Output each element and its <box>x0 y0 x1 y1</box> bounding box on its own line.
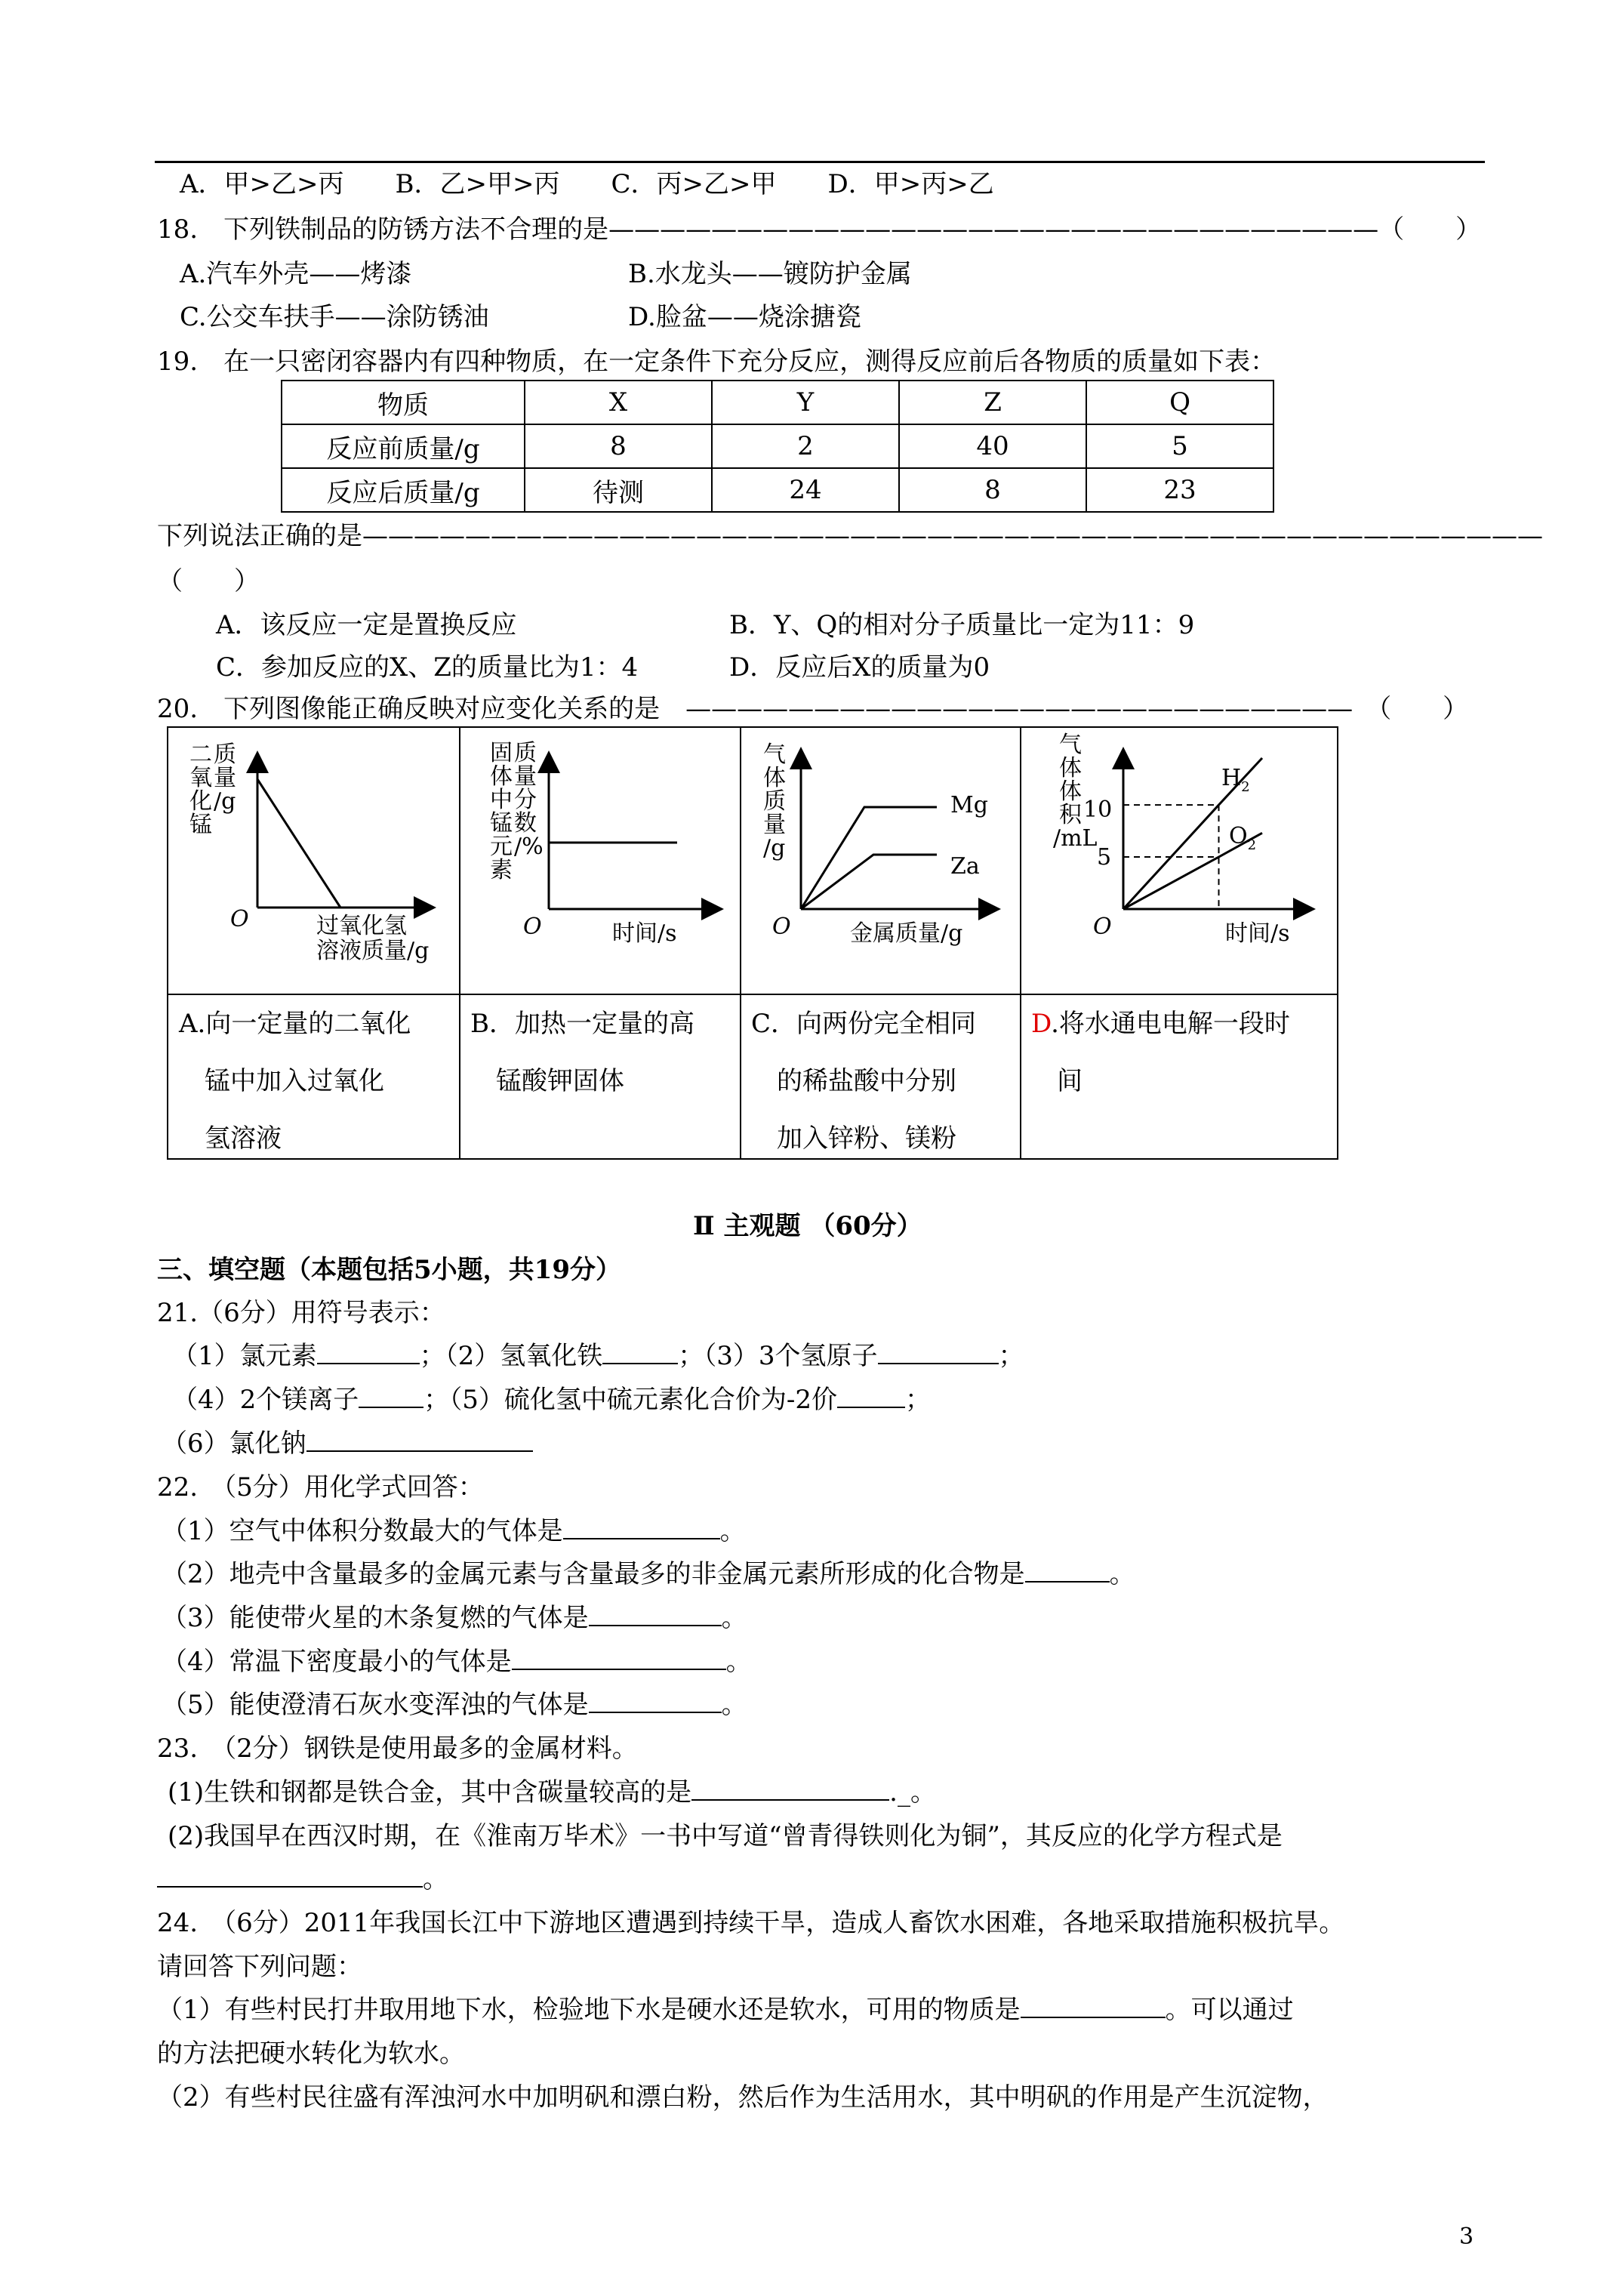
answer-blank[interactable] <box>563 1515 720 1539</box>
q24-line-5: （2）有些村民往盛有浑浊河水中加明矾和漂白粉，然后作为生活用水，其中明矾的作用是产生沉淀物， <box>157 2082 1329 2113</box>
table-cell: 待测 <box>525 468 712 512</box>
q21-stem: 21.（6分）用符号表示： <box>157 1298 445 1328</box>
q18-option-b: B.水龙头——镀防护金属 <box>628 259 912 289</box>
table-cell: 40 <box>899 424 1086 468</box>
series-line <box>801 855 937 909</box>
y-label-char: 锰 <box>189 812 212 838</box>
series-label-za: Za <box>950 853 980 880</box>
caption-line: 的稀盐酸中分别 <box>751 1066 956 1096</box>
answer-blank[interactable] <box>359 1384 423 1408</box>
y-label-char: 量 <box>763 812 786 838</box>
q18-stem: 18. 下列铁制品的防锈方法不合理的是——————————————————————————————（ ） <box>157 214 1482 245</box>
y-label-char: 分 <box>514 787 537 813</box>
q24-line-4: 的方法把硬水转化为软水。 <box>157 2039 465 2069</box>
caption-d <box>1031 995 1290 1110</box>
answer-blank[interactable] <box>602 1340 678 1364</box>
table-header-cell: Z <box>899 381 1086 424</box>
q21-item-3: ；（3）3个氢原子 <box>678 1341 878 1371</box>
series-label-mg: Mg <box>950 792 988 818</box>
q21-sep: ； <box>905 1385 932 1415</box>
q22-line-4 <box>162 1645 752 1678</box>
y-label-char: /g <box>763 835 786 861</box>
origin-label: O <box>1093 914 1112 940</box>
y-label-char: 体 <box>490 763 513 790</box>
q19-option-a: A．该反应一定是置换反应 <box>216 610 517 640</box>
series-label-o2: $O_2$ <box>1229 823 1257 853</box>
table-cell: 8 <box>899 468 1086 512</box>
caption-line <box>1031 995 1290 1052</box>
q21-item-6: （6）氯化钠 <box>162 1428 306 1459</box>
x-label: 时间/s <box>612 920 677 947</box>
table-cell: 8 <box>525 424 712 468</box>
answer-blank[interactable] <box>691 1777 889 1801</box>
caption-line: 锰酸钾固体 <box>470 1066 624 1096</box>
y-label-char: 量 <box>214 765 236 791</box>
table-row <box>282 424 1273 468</box>
table-header-cell: X <box>525 381 712 424</box>
table-header-cell: Q <box>1086 381 1273 424</box>
y-label-char: 体 <box>763 765 786 791</box>
y-label-char: 质 <box>514 740 537 766</box>
q19-mass-table <box>281 380 1274 513</box>
q22-line-1 <box>162 1515 746 1548</box>
table-row <box>282 381 1273 424</box>
option-letter-d: D <box>1031 1009 1052 1039</box>
q19-option-d: D．反应后X的质量为0 <box>729 652 990 683</box>
series-line <box>257 779 340 908</box>
caption-line: C．向两份完全相同 <box>751 1009 977 1039</box>
caption-a <box>179 995 411 1167</box>
table-cell: 24 <box>712 468 899 512</box>
caption-line: B．加热一定量的高 <box>470 1009 694 1039</box>
q22-line-3 <box>162 1601 747 1635</box>
table-cell: 反应后质量/g <box>282 468 525 512</box>
y-label-char: 二 <box>189 741 212 768</box>
q22-item: （4）常温下密度最小的气体是 <box>162 1647 512 1677</box>
q23-line-1 <box>168 1776 936 1809</box>
q19-lead: 下列说法正确的是—————————————————————————————————————————————— <box>157 521 1543 551</box>
graph-c <box>741 728 1020 994</box>
table-cell: 23 <box>1086 468 1273 512</box>
q23-line-3 <box>157 1863 448 1896</box>
period: 。 <box>725 1647 752 1677</box>
q23-line-2: (2)我国早在西汉时期，在《淮南万毕术》一书中写道“曾青得铁则化为铜”，其反应的化学方程式是 <box>168 1821 1283 1851</box>
q22-item: （5）能使澄清石灰水变浑浊的气体是 <box>162 1690 589 1720</box>
tick-label-10: 10 <box>1083 797 1113 823</box>
answer-blank[interactable] <box>878 1340 999 1364</box>
q18-option-a: A.汽车外壳——烤漆 <box>180 259 412 289</box>
answer-blank[interactable] <box>837 1384 905 1408</box>
q21-line-3 <box>162 1427 533 1460</box>
caption-line: 加入锌粉、镁粉 <box>751 1123 956 1154</box>
y-label-char: 体 <box>1059 755 1082 781</box>
q20-stem: 20. 下列图像能正确反映对应变化关系的是 —————————————————————————— （ ） <box>157 694 1469 724</box>
q20-graph-table <box>167 726 1338 1160</box>
section-2-heading: Ⅱ 主观题 （60分） <box>693 1211 922 1241</box>
y-label-char: 气 <box>1059 732 1082 758</box>
table-cell: 反应前质量/g <box>282 424 525 468</box>
origin-label: O <box>772 914 791 940</box>
q24-item-cont: 。可以通过 <box>1165 1995 1294 2025</box>
answer-blank[interactable] <box>317 1340 420 1364</box>
q21-item-5: ；（5）硫化氢中硫元素化合价为-2价 <box>423 1385 838 1415</box>
table-header-cell: Y <box>712 381 899 424</box>
q21-item-1: （1）氯元素 <box>172 1341 317 1371</box>
y-label-char: 量 <box>514 763 537 790</box>
origin-label: O <box>230 906 249 932</box>
caption-b <box>470 995 694 1110</box>
q19-stem: 19. 在一只密闭容器内有四种物质，在一定条件下充分反应，测得反应前后各物质的质量如下表： <box>157 347 1277 377</box>
top-rule <box>155 161 1485 163</box>
y-label-char: /mL <box>1053 825 1098 852</box>
q23-item: (1)生铁和钢都是铁合金，其中含碳量较高的是 <box>168 1777 692 1808</box>
origin-label: O <box>523 914 542 940</box>
y-label-char: /g <box>214 788 236 815</box>
q22-item: （2）地壳中含量最多的金属元素与含量最多的非金属元素所形成的化合物是 <box>162 1559 1025 1589</box>
q22-item: （1）空气中体积分数最大的气体是 <box>162 1516 563 1546</box>
y-label-char: /% <box>514 834 544 860</box>
caption-c <box>751 995 976 1167</box>
answer-blank[interactable] <box>157 1863 423 1888</box>
q17-options: A．甲>乙>丙 B．乙>甲>丙 C．丙>乙>甲 D．甲>丙>乙 <box>180 169 994 199</box>
period: 。 <box>719 1516 746 1546</box>
y-label-char: 固 <box>490 740 513 766</box>
y-label-char: 中 <box>490 787 513 813</box>
graph-b <box>460 728 739 994</box>
period: ._。 <box>889 1777 936 1808</box>
caption-line: 锰中加入过氧化 <box>179 1066 384 1096</box>
q24-item: （1）有些村民打井取用地下水，检验地下水是硬水还是软水，可用的物质是 <box>157 1995 1021 2025</box>
y-label-char: 数 <box>514 810 537 837</box>
caption-text: .将水通电电解一段时 <box>1051 1009 1290 1039</box>
q21-item-2: ；（2）氢氧化铁 <box>419 1341 603 1371</box>
q19-option-c: C．参加反应的X、Z的质量比为1：4 <box>216 652 639 683</box>
y-label-char: 气 <box>763 741 786 768</box>
y-label-char: 氧 <box>189 765 212 791</box>
q21-sep: ； <box>998 1341 1024 1371</box>
q23-stem: 23. （2分）钢铁是使用最多的金属材料。 <box>157 1734 638 1764</box>
q24-line-3 <box>157 1993 1294 2026</box>
answer-blank[interactable] <box>589 1689 722 1713</box>
y-label-char: 化 <box>189 788 212 815</box>
q22-stem: 22. （5分）用化学式回答： <box>157 1472 484 1502</box>
page-number: 3 <box>1459 2224 1474 2250</box>
table-row <box>282 468 1273 512</box>
period: 。 <box>423 1864 448 1894</box>
y-label-char: 体 <box>1059 778 1082 805</box>
answer-blank[interactable] <box>1021 1994 1166 2018</box>
q24-line-2: 请回答下列问题： <box>157 1952 362 1982</box>
period: 。 <box>721 1690 747 1720</box>
section-3-heading: 三、填空题（本题包括5小题，共19分） <box>157 1255 621 1285</box>
q19-option-b: B．Y、Q的相对分子质量比一定为11：9 <box>729 610 1195 640</box>
x-label: 时间/s <box>1225 920 1290 947</box>
q21-item-4: （4）2个镁离子 <box>172 1385 359 1415</box>
answer-blank[interactable] <box>589 1602 722 1626</box>
table-header-cell: 物质 <box>282 381 525 424</box>
caption-line: 氢溶液 <box>179 1123 282 1154</box>
graph-d <box>1021 728 1338 994</box>
period: 。 <box>721 1603 747 1633</box>
caption-line: 间 <box>1031 1066 1083 1096</box>
y-label-char: 素 <box>490 857 513 883</box>
q21-line-1 <box>172 1339 1024 1373</box>
q22-item: （3）能使带火星的木条复燃的气体是 <box>162 1603 589 1633</box>
q24-line-1: 24. （6分）2011年我国长江中下游地区遭遇到持续干旱，造成人畜饮水困难，各地采取措施积极抗旱。 <box>157 1908 1345 1938</box>
answer-blank[interactable] <box>512 1646 726 1670</box>
graph-a <box>168 728 458 994</box>
q18-option-c: C.公交车扶手——涂防锈油 <box>180 302 489 332</box>
answer-blank[interactable] <box>306 1428 533 1452</box>
caption-line: A.向一定量的二氧化 <box>179 1009 411 1039</box>
q18-option-d: D.脸盆——烧涂搪瓷 <box>628 302 861 332</box>
answer-blank[interactable] <box>1025 1558 1110 1583</box>
y-label-char: 质 <box>214 741 236 768</box>
x-label: 过氧化氢 <box>316 913 407 939</box>
x-label: 溶液质量/g <box>316 938 430 964</box>
table-cell: 2 <box>712 424 899 468</box>
period: 。 <box>1109 1559 1135 1589</box>
series-label-h2: $H_2$ <box>1221 765 1250 795</box>
q19-answer-paren: （ ） <box>157 566 260 596</box>
y-label-char: 质 <box>763 788 786 815</box>
q22-line-5 <box>162 1688 747 1721</box>
q22-line-2 <box>162 1558 1135 1591</box>
x-label: 金属质量/g <box>850 920 963 947</box>
q21-line-2 <box>172 1383 931 1416</box>
y-label-char: 元 <box>490 834 513 860</box>
tick-label-5: 5 <box>1097 844 1112 871</box>
y-label-char: 积 <box>1059 802 1082 828</box>
y-label-char: 锰 <box>490 810 513 837</box>
table-cell: 5 <box>1086 424 1273 468</box>
